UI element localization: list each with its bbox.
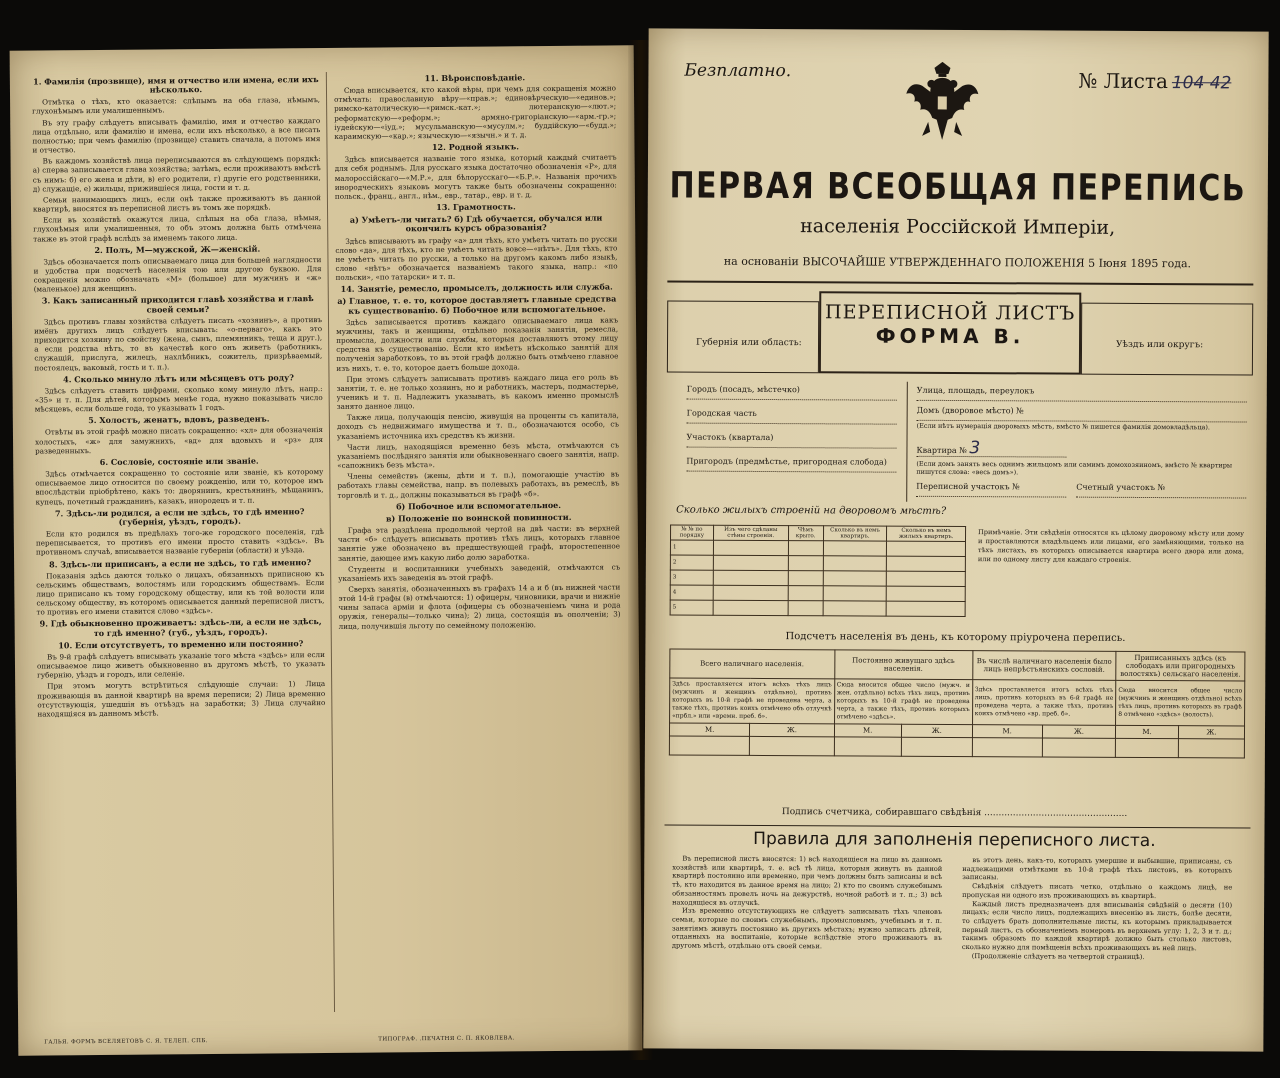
buildings-header-row xyxy=(670,525,965,542)
rules-paragraph: Въ переписной листъ вносятся: 1) всѣ находящіеся на лицо въ данномъ хозяйствѣ или квартирѣ, т. е. всѣ тѣ лица, которыя живутъ въ данной квартирѣ постоянно или временно, при чемъ должны быть записаны и всѣ тѣ, кто находится въ данное время на лицо; 2) кто по своимъ служебнымъ обязанностямъ провелъ ночь на дежурствѣ, ночной работѣ и т. п.; 3) всѣ находящіеся въ отлучкѣ. xyxy=(672,854,943,907)
district-field[interactable] xyxy=(686,433,896,449)
street-field[interactable] xyxy=(917,386,1247,403)
buildings-title: Сколько жилыхъ строеній на дворовомъ мѣстѣ? xyxy=(676,504,947,517)
page-title: ПЕРВАЯ ВСЕОБЩАЯ ПЕРЕПИСЬ xyxy=(669,164,1247,211)
rules-paragraph: Изъ временно отсутствующихъ не слѣдуетъ записывать тѣхъ членовъ семьи, которые по своимъ служебнымъ, промысловымъ, учебнымъ и т. п. занятіямъ живутъ постоянно въ другихъ мѣстахъ; нужно записать дѣтей, отданныхъ на воспитаніе, которые вслѣдствіе этого проживаютъ въ другомъ мѣстѣ, отдѣльно отъ своей семьи. xyxy=(671,906,943,951)
row-number: 2 xyxy=(670,555,713,570)
count-cell[interactable] xyxy=(750,736,834,755)
buildings-cell[interactable] xyxy=(713,570,788,585)
rules-column-2 xyxy=(961,856,1232,1027)
buildings-column-header: № № по порядку xyxy=(670,525,713,540)
rules-rule xyxy=(665,824,1251,828)
city-field[interactable] xyxy=(687,385,897,401)
count-cell[interactable] xyxy=(834,737,902,756)
section-heading: 5. Холостъ, женатъ, вдовъ, разведенъ. xyxy=(88,413,270,426)
section-heading: 14. Занятіе, ремесло, промыселъ, должность или служба. xyxy=(340,281,613,295)
instructions-column-2 xyxy=(334,69,624,1031)
population-count-table xyxy=(669,649,1246,759)
buildings-cell[interactable] xyxy=(887,571,966,586)
section-heading: 12. Родной языкъ. xyxy=(431,141,520,153)
table-row xyxy=(670,555,965,572)
count-header-row xyxy=(670,649,1245,681)
instructions-column-1 xyxy=(32,72,328,1034)
table-row xyxy=(670,585,965,602)
instruction-paragraph: Въ каждомъ хозяйствѣ лица переписываются въ слѣдующемъ порядкѣ: а) сперва записывается глава хозяйства; затѣмъ, если проживаютъ вмѣстѣ съ нимъ: б) его жена и дѣти, в) его родители, г) другіе его родственники, д) служащіе, е) жильцы, прижившіеся лица, гости и т. д. xyxy=(32,154,321,194)
buildings-cell[interactable] xyxy=(713,600,788,615)
sheet-number-handwritten: 104 42 xyxy=(1171,73,1232,94)
table-row xyxy=(670,570,965,587)
male-column-label: М. xyxy=(834,724,902,737)
section-heading: 11. Вѣроисповѣданіе. xyxy=(424,72,526,84)
instruction-paragraph: Въ 9-й графѣ слѣдуетъ вписывать указаніе того мѣста «здѣсь» или если описываемое лицо живетъ обыкновенно въ другомъ мѣстѣ, то указать губернію, уѣздъ и городъ, или селеніе. xyxy=(36,649,326,680)
female-column-label: Ж. xyxy=(1179,726,1245,739)
buildings-cell[interactable] xyxy=(788,556,823,571)
rules-paragraph: въ этотъ день, какъ-то, которыхъ умершие и выбывшие, приписаны, съ надлежащими отмѣтками въ 10-й графѣ тѣхъ листовъ, въ которыхъ записаны. xyxy=(962,856,1233,882)
rules-column-1 xyxy=(671,855,942,1026)
count-cell[interactable] xyxy=(901,737,972,756)
section-heading: 3. Какъ записанный приходится главѣ хозяйства и главѣ своей семьи? xyxy=(41,293,314,315)
buildings-cell[interactable] xyxy=(823,601,887,616)
instruction-paragraph: Графа эта раздѣлена продольной чертой на двѣ части: въ верхней части «б» слѣдуетъ вписывать противъ тѣхъ лицъ, которыхъ главное занятіе уже обозначено въ предшествующей графѣ, второстепенное занятіе, дающее имъ какую либо долю заработка. xyxy=(337,523,621,563)
row-number: 1 xyxy=(670,540,713,555)
double-headed-eagle-emblem-icon xyxy=(904,62,980,146)
section-heading: б) Побочное или вспомогательное. xyxy=(396,499,562,512)
buildings-cell[interactable] xyxy=(823,571,887,586)
male-column-label: М. xyxy=(1116,725,1179,738)
female-column-label: Ж. xyxy=(750,723,834,736)
rules-paragraph: Каждый листъ предназначенъ для вписыванія свѣдѣній о десяти (10) лицахъ; если число лицъ, подлежащихъ внесенію въ листъ, болѣе десяти, то слѣдуетъ брать дополнительные листы, къ которымъ прикладывается первый листъ, съ обозначеніемъ номеровъ въ верхнемъ углу: 1, 2, 3 и т. д.; такимъ образомъ по каждой квартирѣ должно быть столько листовъ, сколько нужно для помѣщенія всѣхъ проживающихъ въ ней лицъ. xyxy=(961,899,1233,953)
house-field[interactable] xyxy=(917,406,1247,423)
section-heading: в) Положеніе по воинской повинности. xyxy=(385,511,572,524)
instruction-paragraph: Здѣсь отмѣчается сокращенно то состояніе или званіе, къ которому описываемое лицо относится по своему рожденію, или то, которое имъ впослѣдствіи пріобрѣтено, какъ то: дворянинъ, крестьянинъ, мѣщанинъ, купецъ, почетный гражданинъ, казакъ, инородецъ и т. п. xyxy=(35,467,324,507)
population-count-title: Подсчетъ населенія въ день, къ которому пріурочена перепись. xyxy=(785,631,1126,644)
buildings-column-header: Чѣмъ крыто. xyxy=(788,526,823,541)
count-cell[interactable] xyxy=(1116,738,1179,757)
section-heading: 4. Сколько минуло лѣтъ или мѣсяцевъ отъ роду? xyxy=(63,371,294,384)
count-column-header: Всего наличнаго населенія. xyxy=(670,649,835,679)
counter-district-label: Счетный участокъ № xyxy=(1076,482,1166,493)
province-label: Губернія или область: xyxy=(696,337,802,349)
row-number: 5 xyxy=(670,600,713,615)
counter-district-field[interactable] xyxy=(1076,483,1246,499)
count-column-header: Въ числѣ наличнаго населенія было лицъ непрѣстъянскихъ сословій. xyxy=(972,651,1116,681)
left-page xyxy=(10,45,643,1055)
apartment-field[interactable] xyxy=(916,438,1066,458)
county-label: Уѣздъ или округъ: xyxy=(1115,339,1204,351)
signature-label: Подпись счетчика, собиравшаго свѣдѣнія xyxy=(781,807,982,819)
buildings-cell[interactable] xyxy=(788,601,823,616)
instruction-paragraph: Здѣсь вписываютъ въ графу «а» для тѣхъ, кто умѣетъ читать по русски слово «да», для тѣхъ, кто не умѣетъ читать вовсе—«нѣтъ». Для тѣхъ, кто не умѣетъ читать по русски, а только на другомъ какомъ либо языкѣ, слово «нѣтъ» обозначается названіемъ такого языка, напр.: «по польски», «по татарски» и т. п. xyxy=(335,233,618,283)
count-column-header: Приписанныхъ здѣсь (къ слободахъ или пригородныхъ волостяхъ) сельскаго населенія. xyxy=(1116,651,1245,681)
count-cell[interactable] xyxy=(669,736,749,755)
city-part-field[interactable] xyxy=(687,409,897,425)
address-divider xyxy=(906,382,908,502)
buildings-table xyxy=(670,525,966,618)
apartment-note: (Если домъ занять весь однимъ жильцомъ или самимъ домохозяиномъ, вмѣсто № квартиры пишутся слова: «весь домъ»). xyxy=(916,459,1233,477)
column-divider xyxy=(326,72,335,1012)
instruction-paragraph: При этомъ могутъ встрѣтиться слѣдующіе случаи: 1) Лица проживающія въ данной квартирѣ на время переписи; 2) Лица временно отсутствующія, ушедшія въ отъѣздъ на заработки; 3) Лица случайно находящіяся въ данномъ мѣстѣ. xyxy=(37,679,326,719)
census-district-field[interactable] xyxy=(916,482,1066,498)
instruction-paragraph: Семьи нанимающихъ лицъ, если онѣ также проживаютъ въ данной квартирѣ, вносятся въ переписной листъ въ томъ же порядкѣ. xyxy=(32,192,321,214)
legal-basis: на основаніи ВЫСОЧАЙШЕ УТВЕРЖДЕННАГО ПОЛОЖЕНІЯ 5 Іюня 1895 года. xyxy=(723,254,1192,271)
section-heading: 2. Полъ, М—мужской, Ж—женскій. xyxy=(94,243,261,255)
apartment-value: 3 xyxy=(969,438,981,459)
buildings-cell[interactable] xyxy=(788,541,823,556)
female-column-label: Ж. xyxy=(901,724,972,737)
sheet-number xyxy=(1078,69,1231,94)
buildings-cell[interactable] xyxy=(788,586,823,601)
instruction-paragraph: Сверхъ занятія, обозначенныхъ въ графахъ 14 а и б (въ нижней части этой 14-й графы (в) отмѣчаются: 1) офицеры, чиновники, врачи и нижніе чины запаса арміи и флота (офицеры съ обозначеніемъ чина и рода оружія, генералы—только чина); 2) лица, состоящія въ ополченіи; 3) лица, получившія льготу по семейному положенію. xyxy=(338,582,621,631)
free-label: Безплатно. xyxy=(684,60,792,82)
count-column-description: Сюда вносится общее число (мужчинъ и женщинъ отдѣльно) всѣхъ тѣхъ лицъ, противъ которыхъ въ графѣ 8 отмѣчено «здѣсь» (волость). xyxy=(1116,680,1245,726)
census-form-page xyxy=(643,28,1268,1051)
section-heading: 1. Фамилія (прозвище), имя и отчество или имена, если ихъ нѣсколько. xyxy=(33,74,319,95)
form-header xyxy=(667,290,1253,375)
instruction-paragraph: Если кто родился въ предѣлахъ того-же городского поселенія, гдѣ переписывается, то противъ его имени просто ставить «здѣсь». Въ противномъ случаѣ, вписывается названіе губерніи (области) и уѣзда. xyxy=(35,527,324,557)
sheet-number-label: № Листа xyxy=(1078,68,1168,94)
title-rule xyxy=(667,280,1253,285)
census-district-label: Переписной участокъ № xyxy=(916,481,1020,492)
form-title-box xyxy=(819,291,1081,374)
left-footer-imprint: ГАЛЬЯ. ФОРМЪ ВСЕЛЯЕТОВЪ С. Я. ТЕЛЕП. СПБ. xyxy=(44,1038,208,1046)
count-column-description: Сюда вносится общее число (мужч. и жен. отдѣльно) всѣхъ тѣхъ лицъ, противъ которыхъ въ 10-й графѣ не проведена черта, а также тѣхъ, противъ которыхъ отмѣчено «здѣсь». xyxy=(834,679,972,725)
buildings-cell[interactable] xyxy=(713,540,788,555)
count-values-row xyxy=(669,736,1244,758)
instruction-paragraph: Здѣсь слѣдуетъ ставить цифрами, сколько кому минуло лѣтъ, напр.: «35» и т. п. Для дѣтей, которымъ менѣе года, нужно показывать число мѣсяцевъ, если больше года, то указывать 1 годъ. xyxy=(34,383,323,414)
buildings-cell[interactable] xyxy=(887,556,966,571)
instruction-paragraph: Также лица, получающія пенсію, живущія на проценты съ капитала, доходъ съ недвижимаго имущества и т. п., обозначаются особо, съ указаніемъ источника ихъ средствъ къ жизни. xyxy=(336,410,619,441)
count-column-description: Здѣсь проставляется итогъ всѣхъ тѣхъ лицъ (мужчинъ и женщинъ отдѣльно), противъ которыхъ въ 10-й графѣ не проведена черта, а также тѣхъ, противъ коихъ отмѣчено объ отлучкѣ «прбл.» или «времн. преб. б». xyxy=(670,678,835,724)
buildings-cell[interactable] xyxy=(713,585,788,600)
instruction-paragraph: Здѣсь противъ главы хозяйства слѣдуетъ писать «хозяинъ», а противъ имёнъ другихъ лицъ слѣдуетъ вписывать: «о-перваго», какъ это приходится хозяину по свойству (жена, сынъ, племянникъ, теща и друг.), а если родства нѣтъ, то въ качествѣ кого онъ живетъ (работникъ, служащій, прислуга, жилецъ, нахлѣбникъ, сожитель, призрѣваемый, постоялецъ, ваковый, гость и т. п.). xyxy=(34,314,323,373)
count-column-header: Постоянно живущаго здѣсь населенія. xyxy=(834,650,972,680)
buildings-cell[interactable] xyxy=(887,601,966,616)
page-subtitle: населенія Россійской Имперіи, xyxy=(800,215,1116,239)
table-row xyxy=(670,600,965,617)
address-block xyxy=(666,380,1253,503)
instruction-paragraph: Студенты и воспитанники учебныхъ заведеній, отмѣчаются съ указаніемъ ихъ заведенія въ этой графѣ. xyxy=(338,562,621,583)
table-row xyxy=(670,540,965,557)
section-heading: 8. Здѣсь-ли приписанъ, а если не здѣсь, то гдѣ именно? xyxy=(49,556,312,569)
instruction-paragraph: Сюда вписывается, кто какой вѣры, при чемъ для сокращенія можно отмѣчать: православную вѣру—«прав.»; единовѣрческую—«единов.»; римско-католическую—«римск.-кат.»; лютеранскую—«лют.»; реформатскую—«реформ.»; армяно-григоріанскую—«арм.-гр.»; іудейскую—«іуд.»; мусульманскую—«мусулм.»; буддійскую—«будд.»; караимскую—«кар.»; языческую—«язычн.» и т. д. xyxy=(334,83,617,141)
city-part-label: Городская часть xyxy=(686,408,757,418)
apartment-label: Квартира № xyxy=(916,445,967,456)
instruction-paragraph: Здѣсь записывается противъ каждаго описываемаго лица какъ мужчины, такъ и женщины, отдѣльно показанія занятія, ремесла, промысла, должности или службы, которыя доставляютъ этому лицу средства къ существованію. Если кто имѣетъ нѣсколько занятій для полученія заработковъ, то въ этой графѣ должно быть отмѣчено главное изъ нихъ, т. е. то, которое даетъ больше дохода. xyxy=(336,315,619,373)
instruction-paragraph: Части лицъ, находящіяся временно безъ мѣста, отмѣчаются съ указаніемъ послѣдняго занятія или обыкновеннаго своего занятія, напр. «сапожникъ безъ мѣста». xyxy=(337,440,620,470)
instruction-paragraph: Если въ хозяйствѣ окажутся лица, слѣпыя на оба глаза, нѣмыя, глухонѣмыя или умалишенныя, то объ этомъ должна быть отмѣчена также въ этой графѣ вслѣдъ за именемъ такого лица. xyxy=(33,213,322,244)
male-column-label: М. xyxy=(972,725,1042,738)
instruction-paragraph: Отвѣты въ этой графѣ можно писать сокращенно: «хл» для обозначенія холостыхъ, «ж» для замужнихъ, «вд» для вдовыхъ и «рз» для разведенныхъ. xyxy=(34,425,324,456)
instruction-paragraph: Въ эту графу слѣдуетъ вписывать фамилію, имя и отчество каждаго лица отдѣльно, или фамилію и имена, если ихъ нѣсколько, а все писать полностью; при чемъ фамилію (прозвище) ставить сначала, а потомъ имя и отчество. xyxy=(32,115,321,155)
instruction-paragraph: Члены семействъ (жены, дѣти и т. п.), помогающіе участію въ работахъ главы семейства, напр. въ полевыхъ работахъ, въ ремеслѣ, въ торговлѣ и т. д., должны показываться въ графѣ «б». xyxy=(337,469,620,500)
female-column-label: Ж. xyxy=(1042,725,1116,738)
buildings-cell[interactable] xyxy=(887,586,966,601)
county-field[interactable] xyxy=(1081,303,1253,376)
buildings-note: Примѣчаніе. Эти свѣдѣнія относятся къ цѣлому дворовому мѣсту или дому и проставляются владѣльцемъ или лицами, его замѣняющими, только на тѣхъ листахъ, въ которыхъ описывается квартира всего двора или дома, или по одному листу для каждаго строенія. xyxy=(977,528,1245,564)
buildings-column-header: Сколько въ немъ жилыхъ квартиръ. xyxy=(887,526,966,541)
instruction-paragraph: Показанія здѣсь даются только о лицахъ, обязанныхъ приписною къ сельскимъ обществамъ, волостямъ или городскимъ обществамъ. Если лицо приписано къ тому городскому обществу, или къ той волости или сельскому обществу, въ которомъ описывается данный переписной листъ, то противъ его имени ставится слово «здѣсь». xyxy=(36,568,325,617)
male-column-label: М. xyxy=(669,723,749,736)
rules-paragraph: (Продолженіе слѣдуетъ на четвертой страницѣ). xyxy=(971,951,1145,961)
instruction-paragraph: Здѣсь вписывается названіе того языка, который каждый считаетъ для себя роднымъ. Для русскаго языка достаточно обозначенія «Р», для малороссійскаго—«М.Р.», для бѣлорусскаго—«Б.Р.». Названія прочихъ инородческихъ языковъ могутъ также быть обозначены сокращенно: польск., франц., англ., нѣм., евр., татар., евр. и т. д. xyxy=(334,152,617,201)
section-heading: 13. Грамотность. xyxy=(436,201,516,213)
count-cell[interactable] xyxy=(1042,738,1116,757)
section-heading: а) Главное, т. е. то, которое доставляетъ главные средства къ существованію. б) Побочное или вспомогательное. xyxy=(337,293,617,316)
rules-text xyxy=(671,855,1238,1028)
section-heading: а) Умѣетъ-ли читать? б) Гдѣ обучается, обучался или окончилъ курсъ образованія? xyxy=(349,212,603,234)
district-label: Участокъ (квартала) xyxy=(686,432,774,443)
section-heading: 9. Гдѣ обыкновенно проживаетъ: здѣсь-ли, а если не здѣсь, то гдѣ именно? (губ., уѣздъ, городъ). xyxy=(39,616,322,638)
enumerator-signature[interactable]: Подпись счетчика, собиравшаго свѣдѣнія .................................................. xyxy=(781,807,1128,819)
buildings-cell[interactable] xyxy=(823,586,887,601)
buildings-cell[interactable] xyxy=(887,541,966,556)
buildings-column-header: Сколько въ немъ квартиръ. xyxy=(823,526,887,541)
printer-imprint: ТИПОГРАФ. .ПЕЧАТНЯ С. П. ЯКОВЛЕВА. xyxy=(378,1035,515,1043)
section-heading: 10. Если отсутствуетъ, то временно или постоянно? xyxy=(58,637,304,651)
section-heading: 6. Сословіе, состояніе или званіе. xyxy=(99,455,259,467)
instruction-paragraph: При этомъ слѣдуетъ записывать противъ каждаго лица его роль въ занятіи, т. е. не только хозяинъ, но и работникъ, мастеръ, подмастерье, ученикъ и т. п. Надлежитъ указывать, въ какомъ именно промыслѣ занято данное лицо. xyxy=(336,372,619,412)
row-number: 4 xyxy=(670,585,713,600)
form-variant: ФОРМА В. xyxy=(875,323,1025,349)
count-column-description: Здѣсь проставляется итогъ всѣхъ тѣхъ лицъ, противъ которыхъ въ 6-й графѣ не проведена черта, а также тѣхъ, противъ коихъ отмѣчено «вр. преб. б». xyxy=(972,680,1116,726)
suburb-field[interactable] xyxy=(686,457,896,473)
instruction-paragraph: Здѣсь обозначается полъ описываемаго лица для большей наглядности и удобства при подсчетѣ населенія тою или другою буквою. Для сокращенія можно обозначать «М» (большое) для мужчинъ и «ж» (маленькое) для женщинъ. xyxy=(33,254,322,294)
rules-title: Правила для заполненія переписного листа. xyxy=(753,828,1156,852)
buildings-column-header: Изъ чего сдѣланы стѣны строенія. xyxy=(713,525,788,540)
buildings-cell[interactable] xyxy=(823,556,887,571)
street-label: Улица, площадь, переулокъ xyxy=(916,385,1035,396)
buildings-cell[interactable] xyxy=(788,571,823,586)
house-note: (Если нѣтъ нумерація дворовыхъ мѣстъ, вмѣсто № пишется фамилія домовладѣльца). xyxy=(916,421,1211,432)
count-description-row xyxy=(670,678,1245,726)
row-number: 3 xyxy=(670,570,713,585)
buildings-cell[interactable] xyxy=(713,555,788,570)
section-heading: 7. Здѣсь-ли родился, а если не здѣсь, то гдѣ именно? (губернія, уѣздъ, городъ). xyxy=(54,505,305,527)
count-cell[interactable] xyxy=(1178,739,1244,758)
rules-paragraph: Свѣдѣнія слѣдуетъ писать четко, отдѣльно о каждомъ лицѣ, не пропуская ни одного изъ проживающихъ въ квартирѣ. xyxy=(962,882,1233,900)
buildings-cell[interactable] xyxy=(823,541,887,556)
suburb-label: Пригородъ (предмѣстье, пригородная слобода) xyxy=(686,456,887,467)
count-cell[interactable] xyxy=(972,738,1042,757)
city-label: Городъ (посадъ, мѣстечко) xyxy=(686,384,800,395)
house-label: Домъ (дворовое мѣсто) № xyxy=(916,405,1024,416)
instruction-paragraph: Отмѣтка о тѣхъ, кто оказается: слѣпымъ на оба глаза, нѣмымъ, глухонѣмымъ или умалишеннымъ. xyxy=(32,95,321,117)
form-title: ПЕРЕПИСНОЙ ЛИСТЪ xyxy=(824,301,1076,325)
province-field[interactable] xyxy=(667,300,819,373)
